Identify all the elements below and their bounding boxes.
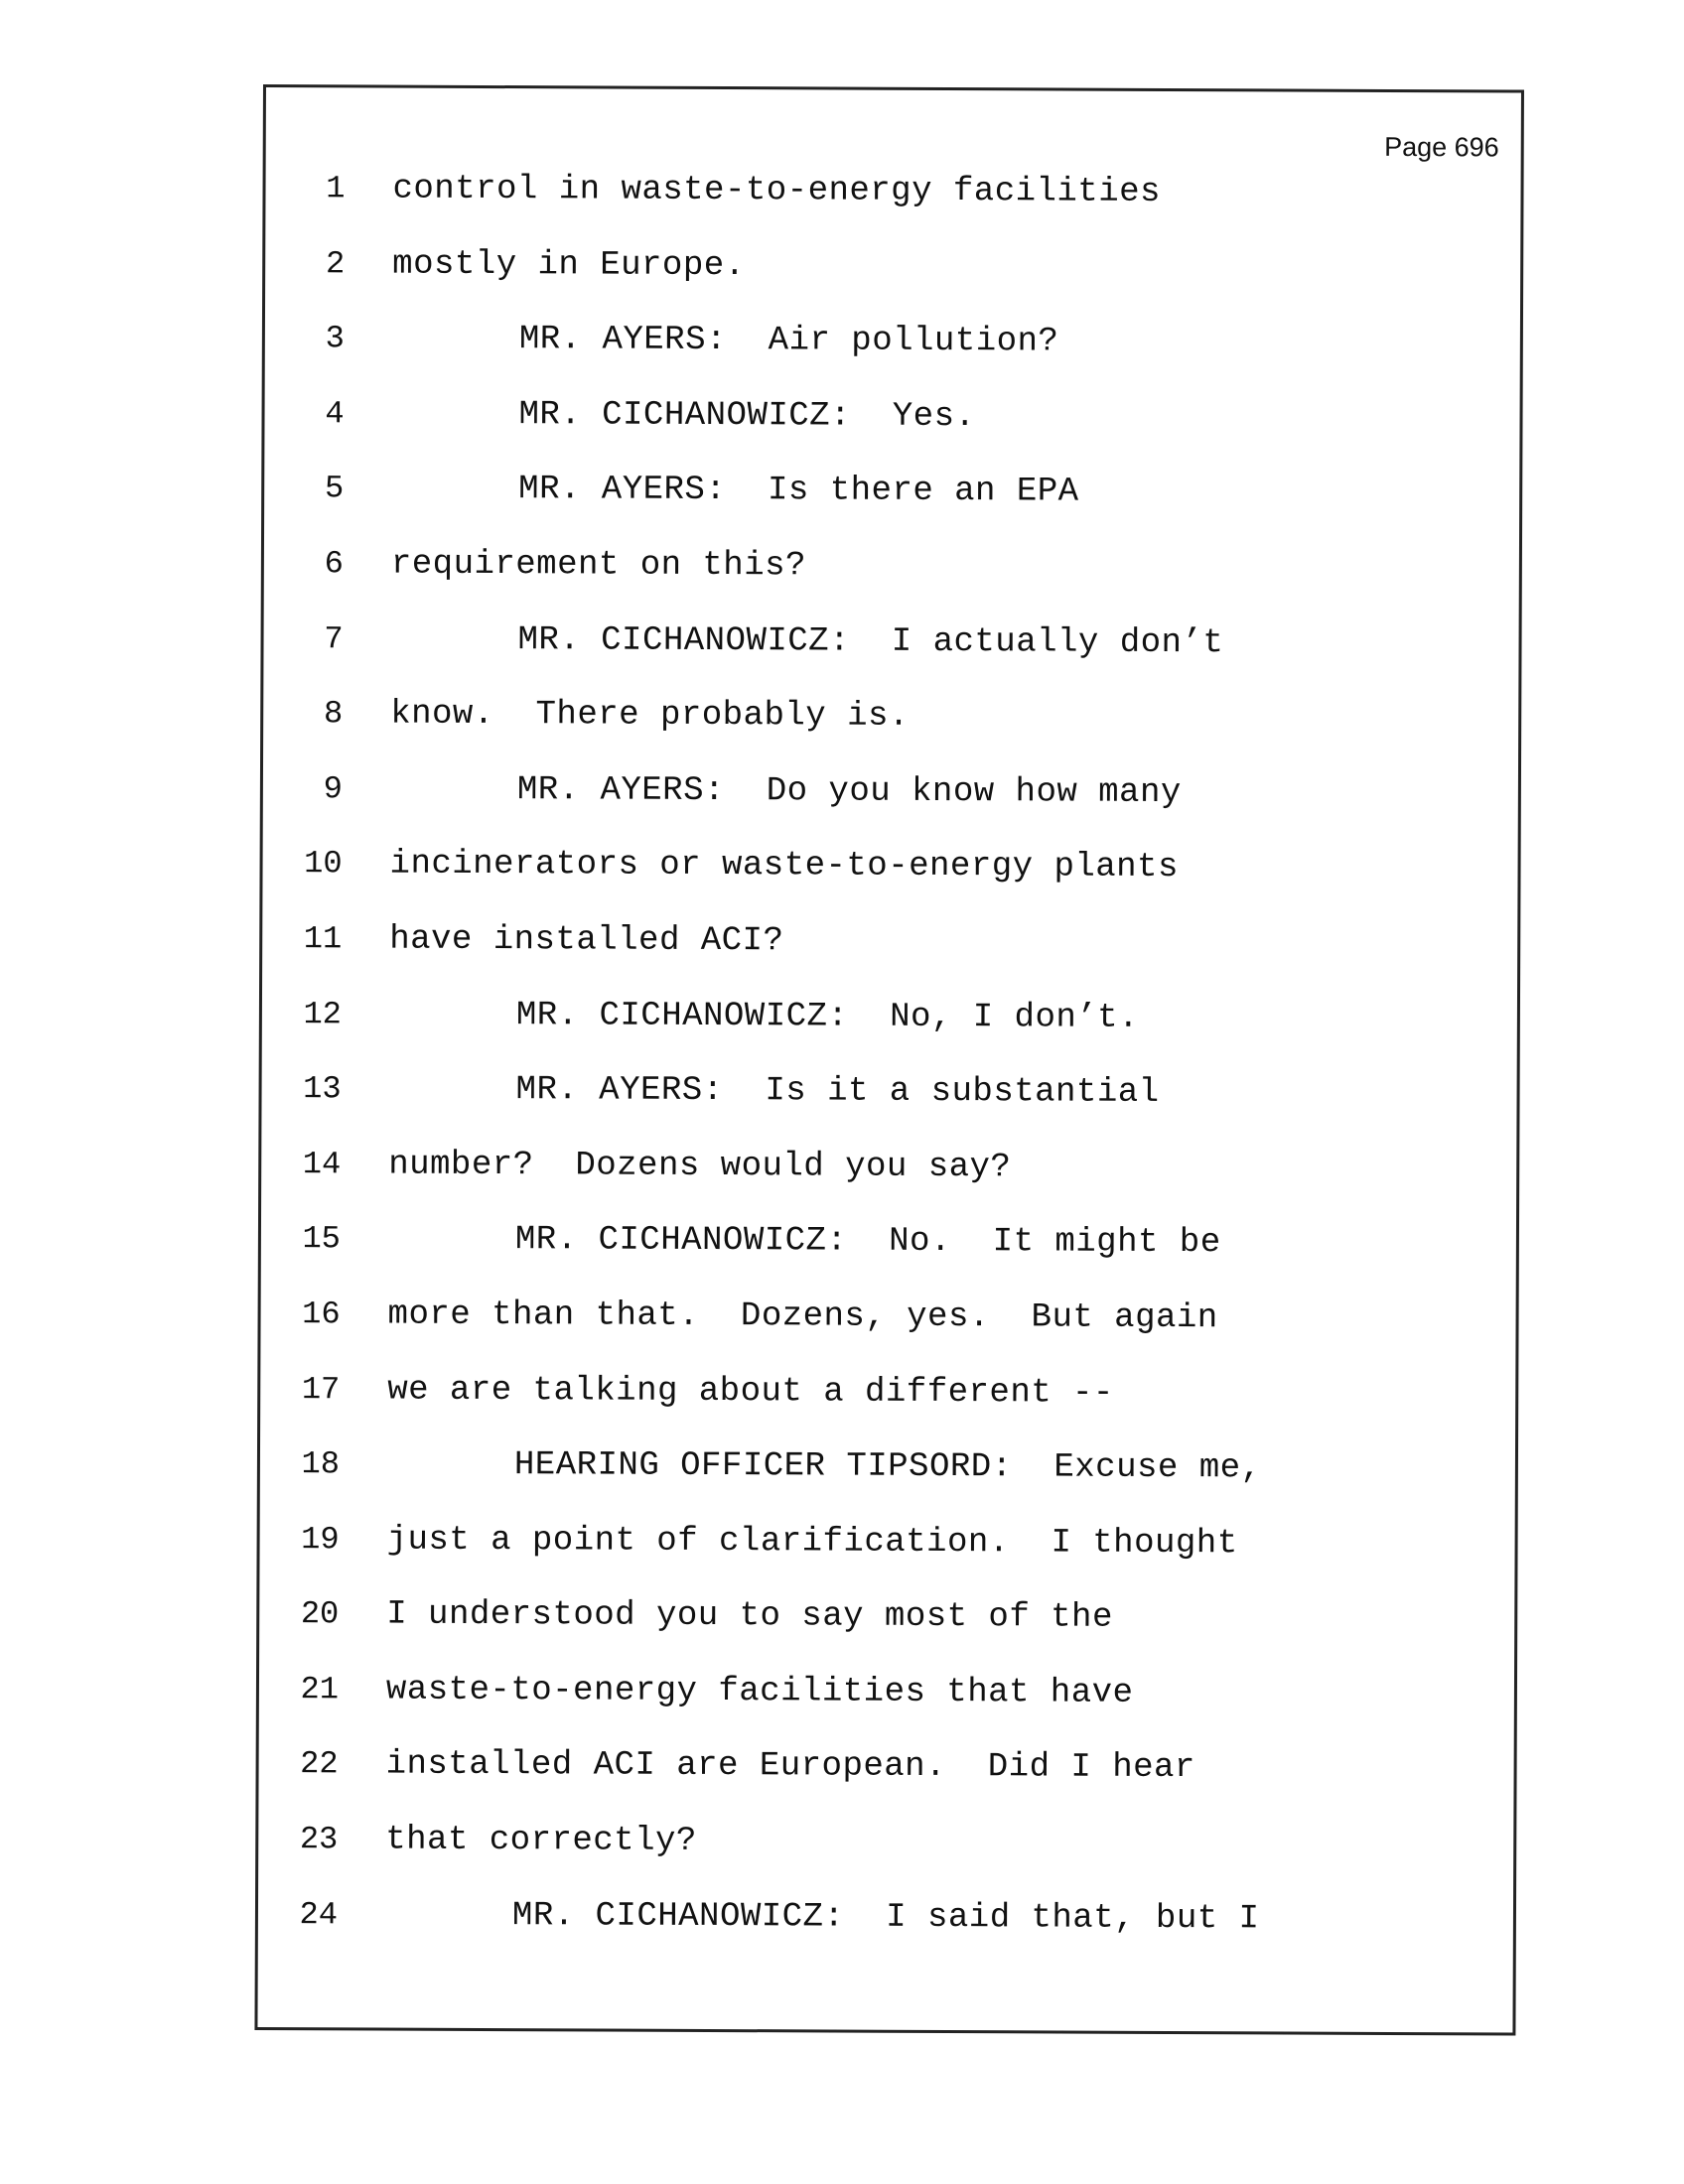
line-number: 18 (301, 1445, 341, 1483)
transcript-line (263, 687, 1518, 767)
line-text: waste-to-energy facilities that have (385, 1671, 1134, 1712)
line-number: 14 (302, 1145, 342, 1183)
line-text: control in waste-to-energy facilities (392, 170, 1162, 211)
transcript-line (263, 613, 1518, 693)
transcript-line (260, 1437, 1515, 1518)
line-text: requirement on this? (390, 545, 807, 586)
line-text: MR. CICHANOWICZ: No, I don’t. (515, 996, 1140, 1037)
line-text: that correctly? (385, 1821, 697, 1860)
line-text: just a point of clarification. I thought (386, 1521, 1238, 1563)
transcript-line (264, 537, 1519, 617)
line-text: number? Dozens would you say? (388, 1146, 1012, 1187)
transcript-line (262, 988, 1517, 1068)
line-text: incinerators or waste-to-energy plants (389, 845, 1179, 887)
line-text: MR. CICHANOWICZ: I said that, but I (511, 1896, 1260, 1939)
line-number: 10 (304, 845, 343, 883)
transcript-line (264, 462, 1519, 542)
line-text: mostly in Europe. (392, 245, 746, 285)
line-number: 9 (323, 770, 343, 808)
line-text: MR. AYERS: Is it a substantial (515, 1071, 1160, 1113)
transcript-line (258, 1813, 1513, 1893)
line-text: MR. CICHANOWICZ: I actually don’t (517, 620, 1224, 662)
line-number: 1 (326, 170, 346, 207)
transcript-lines (258, 162, 1521, 1969)
transcript-line (262, 837, 1517, 917)
line-number: 8 (323, 695, 344, 733)
transcript-page-frame (254, 84, 1524, 2036)
line-number: 23 (299, 1821, 339, 1858)
line-number: 6 (324, 545, 344, 583)
line-number: 24 (299, 1895, 339, 1934)
line-text: MR. AYERS: Air pollution? (518, 321, 1059, 361)
line-text: HEARING OFFICER TIPSORD: Excuse me, (513, 1446, 1262, 1488)
transcript-line (261, 1212, 1516, 1293)
transcript-line (263, 762, 1518, 843)
line-text: more than that. Dozens, yes. But again (387, 1296, 1218, 1338)
transcript-line (259, 1663, 1514, 1743)
page-number: Page 696 (1384, 131, 1499, 163)
transcript-line (259, 1587, 1514, 1668)
line-number: 2 (325, 244, 346, 282)
line-number: 19 (301, 1520, 340, 1559)
line-number: 11 (303, 920, 343, 958)
line-text: we are talking about a different -- (387, 1371, 1114, 1413)
transcript-line (260, 1363, 1515, 1443)
transcript-line (259, 1513, 1514, 1593)
line-number: 16 (302, 1296, 341, 1333)
line-number: 7 (324, 619, 344, 657)
line-number: 22 (300, 1745, 339, 1783)
line-number: 13 (303, 1070, 342, 1108)
line-number: 5 (324, 470, 345, 507)
line-number: 17 (301, 1370, 341, 1408)
line-text: I understood you to say most of the (386, 1595, 1113, 1638)
line-number: 12 (303, 995, 342, 1032)
line-number: 21 (300, 1671, 340, 1708)
transcript-line (261, 1138, 1516, 1218)
line-text: have installed ACI? (389, 920, 784, 961)
line-text: MR. CICHANOWICZ: Yes. (518, 395, 976, 436)
transcript-line (262, 912, 1517, 993)
line-text: MR. CICHANOWICZ: No. It might be (514, 1221, 1221, 1263)
line-text: MR. AYERS: Is there an EPA (518, 471, 1079, 511)
transcript-line (260, 1288, 1515, 1368)
line-number: 20 (300, 1595, 340, 1633)
line-text: know. There probably is. (390, 695, 910, 737)
transcript-line (261, 1062, 1516, 1143)
transcript-line (264, 387, 1519, 468)
transcript-line (265, 237, 1520, 318)
line-text: installed ACI are European. Did I hear (385, 1746, 1195, 1788)
line-number: 3 (325, 320, 345, 357)
transcript-line (258, 1737, 1513, 1818)
line-number: 4 (325, 395, 345, 433)
transcript-line (265, 312, 1520, 392)
line-text: MR. AYERS: Do you know how many (516, 770, 1182, 812)
transcript-line (258, 1888, 1513, 1969)
line-number: 15 (302, 1220, 342, 1258)
transcript-line (265, 162, 1520, 242)
